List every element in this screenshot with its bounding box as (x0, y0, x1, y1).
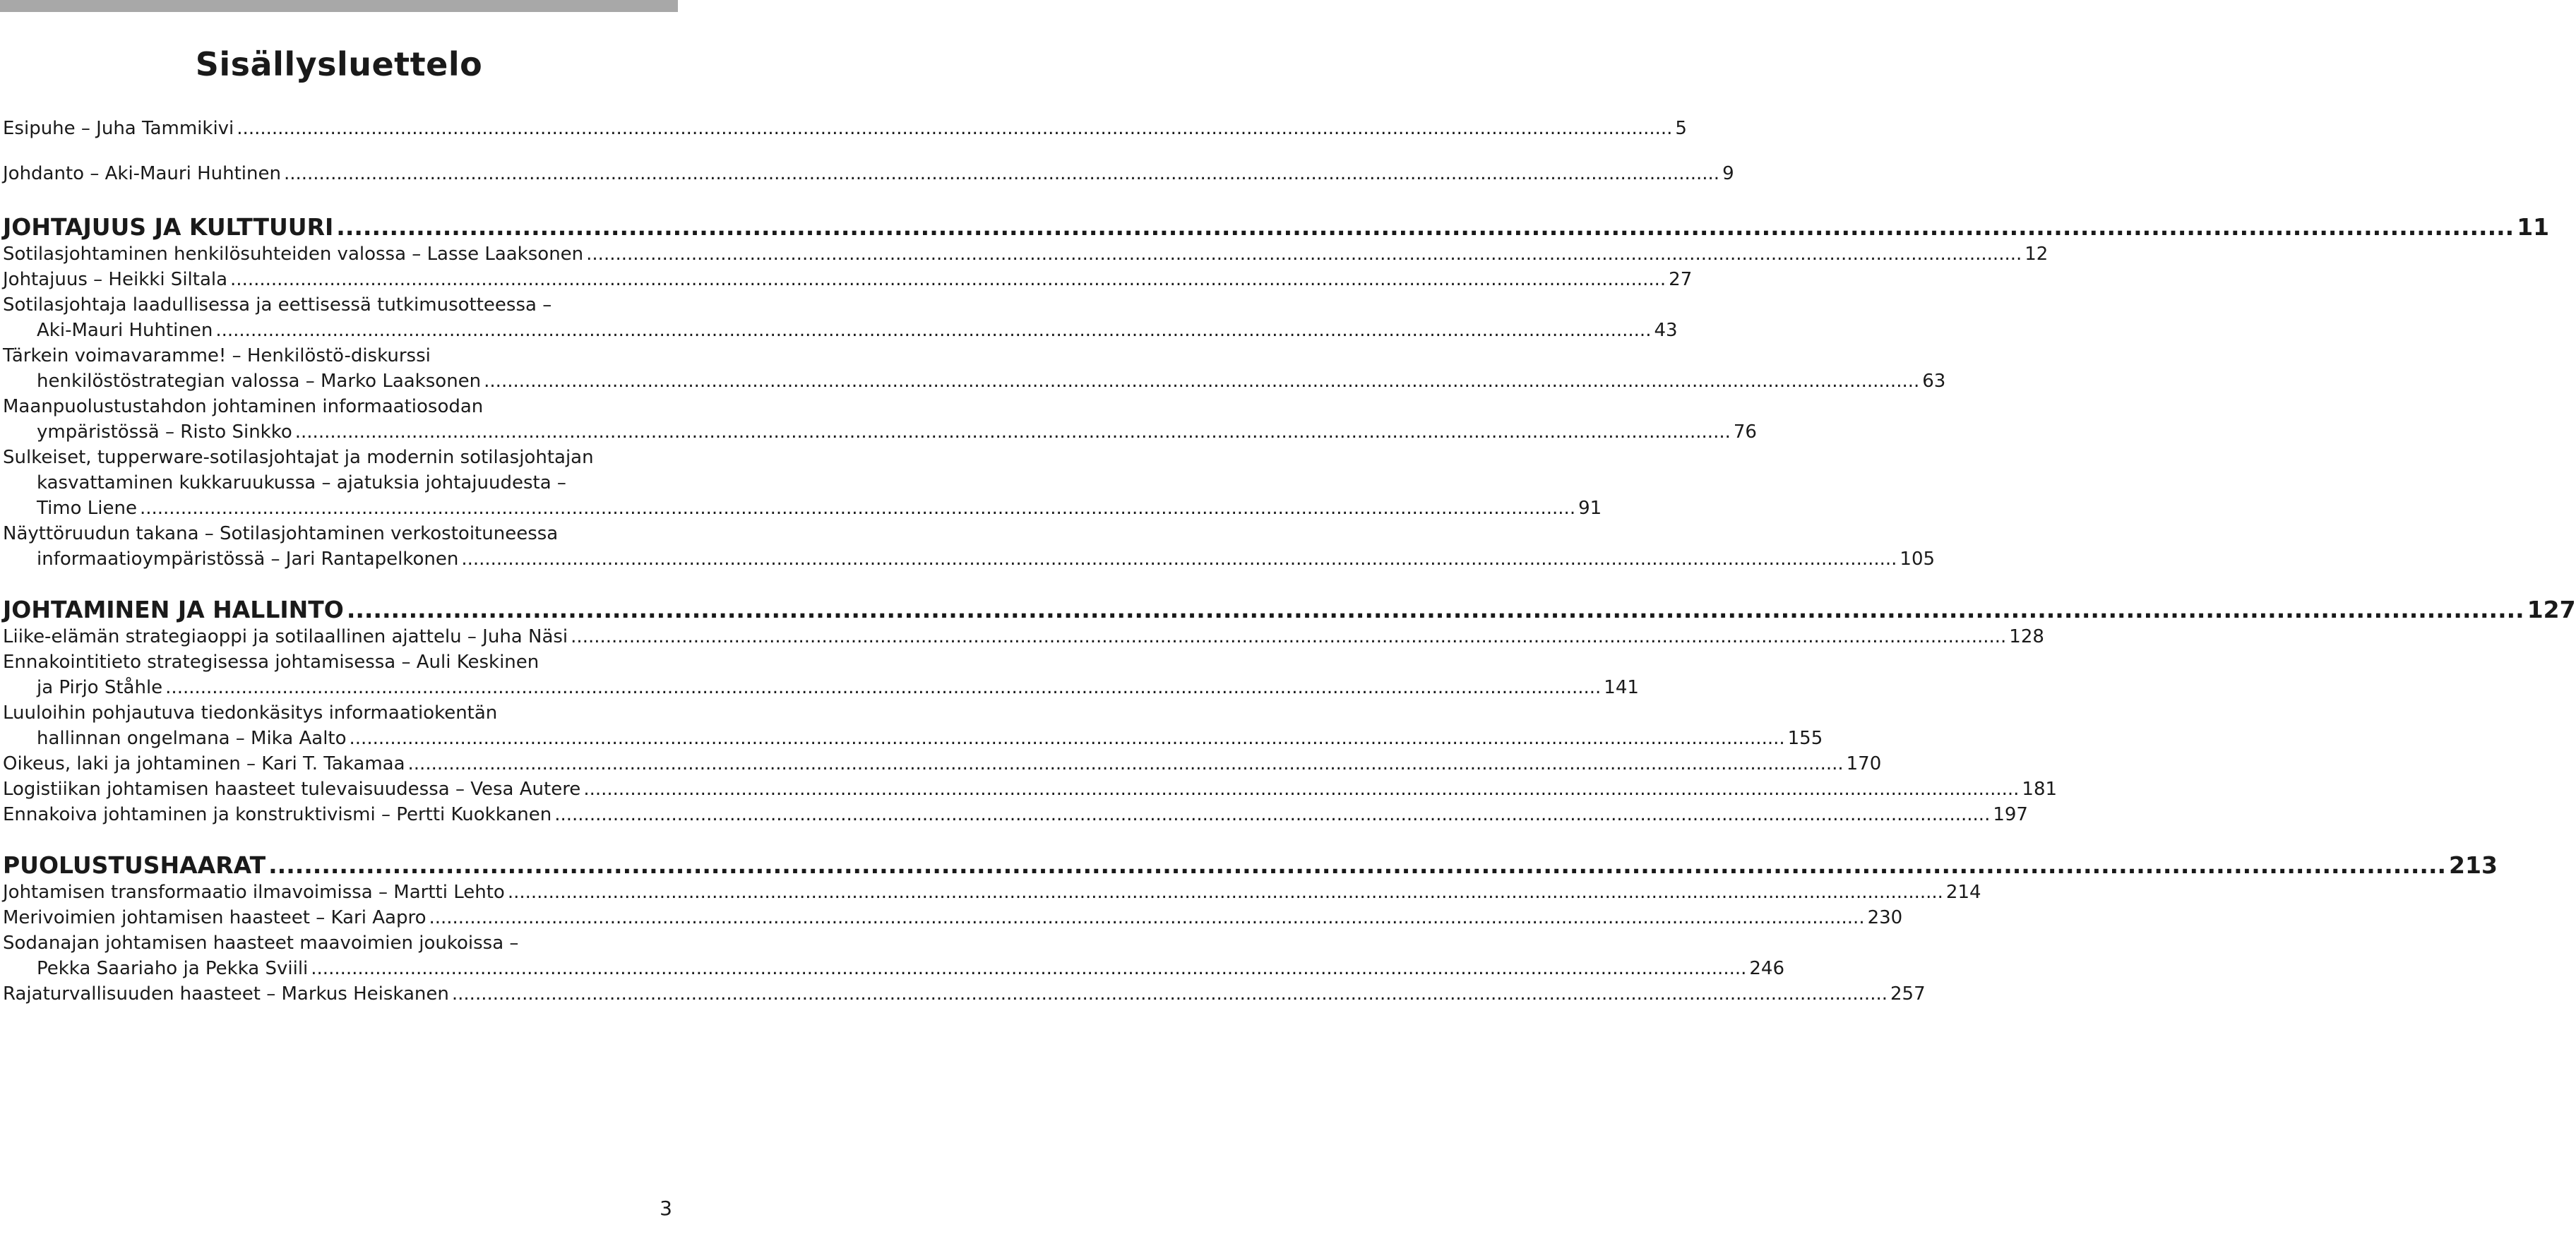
leader-dots: ...................................................................................................................................................................................................................................................... (429, 907, 1865, 928)
toc-entry (3, 624, 2044, 649)
leader-dots: ...................................................................................................................................................................................................................................................... (336, 213, 2515, 241)
leader-dots: ...................................................................................................................................................................................................................................................... (165, 677, 1602, 698)
toc-entry-text: Esipuhe – Juha Tammikivi (3, 118, 234, 139)
toc-entry (3, 751, 1882, 777)
toc-entry-page: 170 (1846, 753, 1882, 774)
toc-entry-line (3, 470, 672, 496)
toc-entry (3, 267, 1693, 292)
toc-entry (3, 546, 1936, 572)
page-title: Sisällysluettelo (195, 45, 483, 83)
toc-entry-page: 12 (2025, 244, 2049, 265)
toc-entry (3, 496, 1602, 521)
leader-dots: ...................................................................................................................................................................................................................................................... (139, 498, 1576, 519)
toc-entry-text: Näyttöruudun takana – Sotilasjohtaminen verkostoituneessa (3, 523, 559, 544)
toc-entry-page: 63 (1922, 371, 1946, 392)
toc-entry-page: 128 (2009, 626, 2044, 647)
toc-entry (3, 880, 1981, 905)
toc-entry-text: informaatioympäristössä – Jari Rantapelkonen (37, 549, 459, 570)
page-number: 3 (660, 1197, 672, 1220)
toc-entry-line (3, 292, 672, 318)
toc-entry-text: kasvattaminen kukkaruukussa – ajatuksia johtajuudesta – (37, 472, 566, 493)
toc-entry (3, 318, 1678, 343)
toc-entry-text: Ennakointitieto strategisessa johtamisessa – Auli Keskinen (3, 652, 539, 673)
toc-entry-text: Sodanajan johtamisen haasteet maavoimien joukoissa – (3, 933, 519, 954)
toc-entry (3, 419, 1757, 445)
toc-entry (3, 956, 1785, 981)
toc-entry-page: 141 (1604, 677, 1639, 698)
section-heading-text: JOHTAMINEN JA HALLINTO (3, 596, 344, 623)
toc-entry-text: Liike-elämän strategiaoppi ja sotilaallinen ajattelu – Juha Näsi (3, 626, 568, 647)
leader-dots: ...................................................................................................................................................................................................................................................... (215, 320, 1652, 341)
section-entries (3, 880, 1981, 1007)
toc-entry-line (3, 930, 672, 956)
leader-dots: ...................................................................................................................................................................................................................................................... (554, 804, 1991, 825)
section-entries (3, 241, 2049, 572)
toc-entry-text: henkilöstöstrategian valossa – Marko Laaksonen (37, 371, 482, 392)
toc-entry-text: Tärkein voimavaramme! – Henkilöstö-diskurssi (3, 345, 431, 366)
toc-entry-text: Logistiikan johtamisen haasteet tulevaisuudessa – Vesa Autere (3, 779, 581, 800)
section-heading-text: JOHTAJUUS JA KULTTUURI (3, 213, 334, 241)
toc-entry-text: Johdanto – Aki-Mauri Huhtinen (3, 163, 281, 184)
toc-entry-page: 76 (1733, 421, 1757, 443)
toc-entry-line (3, 700, 672, 726)
table-of-contents (3, 116, 2576, 1007)
toc-entry-text: Ennakoiva johtaminen ja konstruktivismi – Pertti Kuokkanen (3, 804, 552, 825)
toc-entry-page: 230 (1867, 907, 1903, 928)
leader-dots: ...................................................................................................................................................................................................................................................... (346, 596, 2524, 623)
toc-entry-page: 246 (1749, 958, 1785, 979)
leader-dots: ...................................................................................................................................................................................................................................................... (451, 983, 1888, 1005)
toc-entry (3, 981, 1926, 1007)
toc-entry-text: Oikeus, laki ja johtaminen – Kari T. Takamaa (3, 753, 405, 774)
toc-entry (3, 726, 1823, 751)
toc-entry-text: Merivoimien johtamisen haasteet – Kari Aapro (3, 907, 427, 928)
toc-entry-text: ympäristössä – Risto Sinkko (37, 421, 292, 443)
toc-entry-page: 5 (1675, 118, 1687, 139)
toc-entry-line (3, 394, 672, 419)
section-heading-text: PUOLUSTUSHAARAT (3, 851, 266, 879)
toc-entry-page: 91 (1578, 498, 1602, 519)
leader-dots: ...................................................................................................................................................................................................................................................... (583, 779, 2020, 800)
leader-dots: ...................................................................................................................................................................................................................................................... (507, 882, 1943, 903)
leader-dots: ...................................................................................................................................................................................................................................................... (311, 958, 1747, 979)
leader-dots: ...................................................................................................................................................................................................................................................... (586, 244, 2022, 265)
leader-dots: ...................................................................................................................................................................................................................................................... (407, 753, 1844, 774)
top-rule (0, 0, 678, 12)
leader-dots: ...................................................................................................................................................................................................................................................... (230, 269, 1666, 290)
toc-entry-line (3, 649, 672, 675)
toc-entry-text: Sulkeiset, tupperware-sotilasjohtajat ja modernin sotilasjohtajan (3, 447, 594, 468)
toc-entry-text: Johtajuus – Heikki Siltala (3, 269, 228, 290)
toc-section-johtaminen (3, 596, 2576, 624)
toc-section-puolustushaarat (3, 851, 2498, 880)
toc-entry-esipuhe (3, 116, 1687, 141)
leader-dots: ...................................................................................................................................................................................................................................................... (294, 421, 1731, 443)
toc-entry (3, 777, 2058, 802)
toc-entry (3, 905, 1903, 930)
toc-entry-line (3, 343, 672, 369)
toc-entry-page: 43 (1654, 320, 1678, 341)
toc-entry (3, 369, 1946, 394)
toc-section-johtajuus (3, 213, 2550, 241)
section-heading-page: 11 (2517, 213, 2550, 241)
leader-dots: ...................................................................................................................................................................................................................................................... (484, 371, 1920, 392)
section-heading (3, 213, 2550, 241)
toc-entry-line (3, 521, 672, 546)
toc-entry-page: 197 (1993, 804, 2028, 825)
toc-entry-text: Sotilasjohtaminen henkilösuhteiden valossa – Lasse Laaksonen (3, 244, 584, 265)
toc-entry-text: Timo Liene (37, 498, 137, 519)
leader-dots: ...................................................................................................................................................................................................................................................... (268, 851, 2447, 879)
section-heading (3, 851, 2498, 880)
toc-entry-text: hallinnan ongelmana – Mika Aalto (37, 728, 347, 749)
toc-entry (3, 241, 2049, 267)
section-heading-page: 213 (2449, 851, 2498, 879)
toc-entry-page: 9 (1722, 163, 1734, 184)
leader-dots: ...................................................................................................................................................................................................................................................... (349, 728, 1785, 749)
toc-entry-text: Johtamisen transformaatio ilmavoimissa – Martti Lehto (3, 882, 505, 903)
toc-entry-text: ja Pirjo Ståhle (37, 677, 163, 698)
leader-dots: ...................................................................................................................................................................................................................................................... (571, 626, 2007, 647)
toc-entry-page: 257 (1890, 983, 1926, 1005)
toc-entry-page: 27 (1669, 269, 1693, 290)
leader-dots: ...................................................................................................................................................................................................................................................... (461, 549, 1897, 570)
section-entries (3, 624, 2058, 827)
toc-entry-page: 181 (2022, 779, 2058, 800)
toc-entry-page: 105 (1900, 549, 1936, 570)
toc-entry (3, 675, 1639, 700)
toc-entry-page: 214 (1945, 882, 1981, 903)
toc-entry-text: Sotilasjohtaja laadullisessa ja eettisessä tutkimusotteessa – (3, 294, 552, 316)
toc-entry-text: Aki-Mauri Huhtinen (37, 320, 213, 341)
toc-entry-text: Maanpuolustustahdon johtaminen informaatiosodan (3, 396, 484, 417)
leader-dots: ...................................................................................................................................................................................................................................................... (283, 163, 1720, 184)
section-heading-page: 127 (2527, 596, 2576, 623)
toc-entry (3, 802, 2028, 827)
toc-entry-text: Pekka Saariaho ja Pekka Sviili (37, 958, 309, 979)
toc-entry-text: Rajaturvallisuuden haasteet – Markus Heiskanen (3, 983, 449, 1005)
toc-entry-johdanto (3, 161, 1734, 186)
section-heading (3, 596, 2576, 624)
toc-entry-text: Luuloihin pohjautuva tiedonkäsitys informaatiokentän (3, 702, 498, 724)
toc-entry-page: 155 (1787, 728, 1823, 749)
toc-entry-line (3, 445, 672, 470)
leader-dots: ...................................................................................................................................................................................................................................................... (237, 118, 1673, 139)
